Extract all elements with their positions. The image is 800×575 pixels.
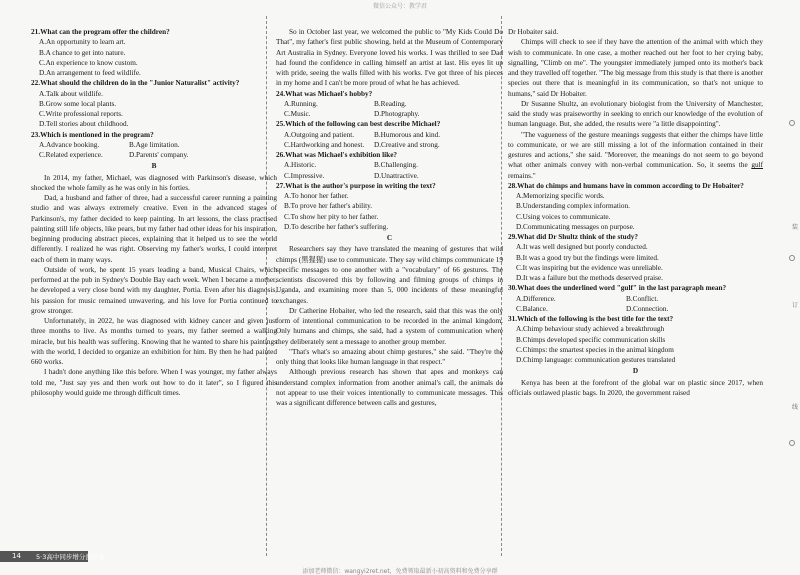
binding-hole-icon <box>789 255 795 261</box>
option: B.Chimps developed specific communication skills <box>516 335 666 344</box>
option: A.To honor her father. <box>284 192 349 200</box>
option: A.Memorizing specific words. <box>516 192 605 200</box>
option: B.Reading. <box>374 99 407 108</box>
option-row <box>31 150 277 160</box>
option: C.Hardworking and honest. <box>284 140 365 149</box>
question-25: 25.Which of the following can best describe Michael? <box>276 120 441 129</box>
option: D.Communicating messages on purpose. <box>516 222 635 231</box>
binding-mark: 线 <box>792 404 799 411</box>
option: C.Write professional reports. <box>39 110 123 118</box>
option: D.Parents' company. <box>129 151 189 159</box>
option: B.Grow some local plants. <box>39 99 117 108</box>
option: A.Difference. <box>516 294 556 303</box>
option-row <box>276 130 503 140</box>
question-23: 23.Which is mentioned in the program? <box>31 130 154 139</box>
option: C.To show her pity to her father. <box>284 212 379 221</box>
section-heading: D <box>632 367 639 376</box>
paragraph: Chimps will check to see if they have the attention of the animal with which they wish to communicate. In one case, a mother reached out her foot to her crying baby, signalling, "Climb on me". The youngster immediately jumped onto its mother's back and they travelled off together. "The big message from this study is that there is another species out there that is meaningful in its communication, so that's not unique to humans," said Dr Hobaiter. <box>508 38 763 98</box>
question-27: 27.What is the author's purpose in writing the text? <box>276 181 436 190</box>
option: B.It was a good try but the findings were limited. <box>516 253 659 262</box>
section-heading: C <box>386 234 393 242</box>
option: A.Outgoing and patient. <box>284 130 355 139</box>
paragraph: Dad, a husband and father of three, had a successful career running a painting studio and was always extremely creative. Even in the advanced stages of Parkinson's, my father decided to keep painting. In art lessons, the class practised painting still life objects, like pears, but my father had other ideas for his inspiration, beginning producing abstract pieces, explaining that it helped us to see the world differently. I realized he was right. Observing my father's works, I could interpret each of them in many ways. <box>31 194 277 264</box>
option: A.An opportunity to learn art. <box>39 38 126 47</box>
option: A.Talk about wildlife. <box>39 89 103 98</box>
binding-hole-icon <box>789 120 795 126</box>
question-31: 31.Which of the following is the best title for the text? <box>508 315 674 323</box>
paragraph: Unfortunately, in 2022, he was diagnosed with kidney cancer and given just three months to live. As months turned to years, my father seemed a walking miracle, but his health was suffering. Knowing that he wanted to share his paintings with the world, I decided to organize an exhibition for him. By then he had painted 660 works. <box>31 317 277 366</box>
option: D.Creative and strong. <box>374 140 440 149</box>
paragraph: Dr Hobaiter said. <box>508 28 559 36</box>
paragraph-text: "The vagueness of the gesture meanings suggests that either the chimps have little to communicate, or we are still missing a lot of the information contained in their gestures and actions," she said. "Moreover, the meanings do not seem to go beyond what other animals convey with non-verbal communication. So, it seems the <box>508 130 763 170</box>
option: D.Unattractive. <box>374 171 419 180</box>
column-left <box>31 27 277 398</box>
option: C.Chimps: the smartest species in the animal kingdom <box>516 345 674 354</box>
underlined-word: gulf <box>751 161 764 170</box>
binding-hole-icon <box>789 440 795 446</box>
option: D.An arrangement to feed wildlife. <box>39 69 141 77</box>
question-29: 29.What did Dr Shultz think of the study? <box>508 233 638 241</box>
option: B.Humorous and kind. <box>374 130 441 139</box>
column-middle <box>276 27 503 408</box>
paragraph-tail: remains." <box>508 171 536 180</box>
option: D.To describe her father's suffering. <box>284 222 389 231</box>
question-28: 28.What do chimps and humans have in common according to Dr Hobaiter? <box>508 181 744 190</box>
option: A.Historic. <box>284 161 317 170</box>
paragraph: Although previous research has shown that apes and monkeys can understand complex information from another animal's call, the animals do not appear to use their voices intentionally to communicate messages. This was a significant difference between calls and gestures, <box>276 368 503 407</box>
paragraph: "That's what's so amazing about chimp gestures," she said. "They're the only thing that looks like human language in that respect." <box>276 347 503 366</box>
question-24: 24.What was Michael's hobby? <box>276 89 373 98</box>
option: B.Challenging. <box>374 161 418 170</box>
option: C.An experience to know custom. <box>39 58 138 67</box>
option: D.Tell stories about childhood. <box>39 120 129 129</box>
option: D.Photography. <box>374 110 420 118</box>
paragraph: Outside of work, he spent 15 years leading a band, Musical Chairs, which performed at the pub in Sydney's Double Bay each week. When I became a mother, he developed a very close bond with my daughter, Portia. Even after his diagnosis, his passion for music remained unwavering, and his love for Portia continued to grow stronger. <box>31 265 277 315</box>
question-21: 21.What can the program offer the children? <box>31 28 170 36</box>
option-row <box>276 109 503 119</box>
option: D.It was a failure but the methods deserved praise. <box>516 274 663 282</box>
paragraph: I hadn't done anything like this before. When I was younger, my father always told me, "Just say yes and then work out how to do it later", so I figured this philosophy would guide me through difficult times. <box>31 368 277 397</box>
option: A.It was well designed but poorly conducted. <box>516 243 648 252</box>
option: B.Conflict. <box>626 294 659 303</box>
option-row <box>276 140 503 150</box>
option: C.Using voices to communicate. <box>516 212 611 221</box>
option: B.Understanding complex information. <box>516 202 630 211</box>
paragraph: In 2014, my father, Michael, was diagnosed with Parkinson's disease, which shocked the whole family as he was only in his forties. <box>31 173 277 192</box>
column-right <box>508 27 763 398</box>
question-26: 26.What was Michael's exhibition like? <box>276 151 398 159</box>
option: C.Impressive. <box>284 171 325 180</box>
bottom-note: 添加老师微信：wangyi2ret.net，免费领取最新小初高资料和免费分享群 <box>302 568 498 575</box>
option: C.It was inspiring but the evidence was unreliable. <box>516 263 663 272</box>
header-note: 微信公众号：教学君 <box>372 3 427 10</box>
footer-title: 5·3高中同步增分测评卷 <box>36 553 105 561</box>
option-row <box>276 99 503 109</box>
page-number: 14 <box>12 552 21 560</box>
question-30: 30.What does the underlined word "gulf" in the last paragraph mean? <box>508 284 727 293</box>
option: B.A chance to get into nature. <box>39 48 126 57</box>
option-row <box>276 171 503 181</box>
section-heading: B <box>151 162 157 171</box>
paragraph: So in October last year, we welcomed the public to "My Kids Could Do That", my father's first public showing, held at the Museum of Contemporary Art Australia in Sydney. Everyone loved his works. I was thrilled to see Dad had found the confidence in calling himself an artist at last. His eyes lit up with pride, seeing the walls filled with his works. I've got three of his pieces in my home and I can't be more proud of what he has achieved. <box>276 28 503 88</box>
option-row <box>276 160 503 170</box>
binding-mark: 装 <box>792 224 799 231</box>
option: C.Music. <box>284 110 311 118</box>
paragraph: Kenya has been at the forefront of the global war on plastic since 2017, when officials outlawed plastic bags. In 2020, the government raised <box>508 378 763 397</box>
option: C.Balance. <box>516 304 548 313</box>
option-row <box>508 304 763 314</box>
option-row <box>508 294 763 304</box>
paragraph: Dr Susanne Shultz, an evolutionary biologist from the University of Manchester, said the study was praiseworthy in seeking to enrich our knowledge of the evolution of human language. But, she added, the results were "a little disappointing". <box>508 99 763 129</box>
option: C.Related experience. <box>39 151 103 159</box>
option: A.Advance booking. <box>39 140 100 149</box>
option-row <box>31 140 277 150</box>
paragraph: Researchers say they have translated the meaning of gestures that wild chimps (黑猩猩) use to communicate. They say wild chimps communicate 19 specific messages to one another with a "vocabulary" of 66 gestures. The scientists discovered this by following and filming groups of chimps in Uganda, and examining more than 5, 000 incidents of these meaningful exchanges. <box>276 245 503 305</box>
option: D.Connection. <box>626 304 669 313</box>
option: B.To prove her father's ability. <box>284 202 373 211</box>
option: A.Chimp behaviour study achieved a breakthrough <box>516 325 665 334</box>
binding-mark: 订 <box>792 302 799 309</box>
paragraph: Dr Catherine Hobaiter, who led the research, said that this was the only form of intentional communication to be recorded in the animal kingdom. Only humans and chimps, she said, had a system of communication where they deliberately sent a message to another group member. <box>276 306 503 346</box>
option: B.Age limitation. <box>129 140 180 149</box>
question-22: 22.What should the children do in the "Junior Naturalist" activity? <box>31 79 240 88</box>
option: A.Running. <box>284 99 318 108</box>
option: D.Chimp language: communication gestures translated <box>516 356 676 364</box>
paragraph-with-gulf <box>508 130 763 181</box>
